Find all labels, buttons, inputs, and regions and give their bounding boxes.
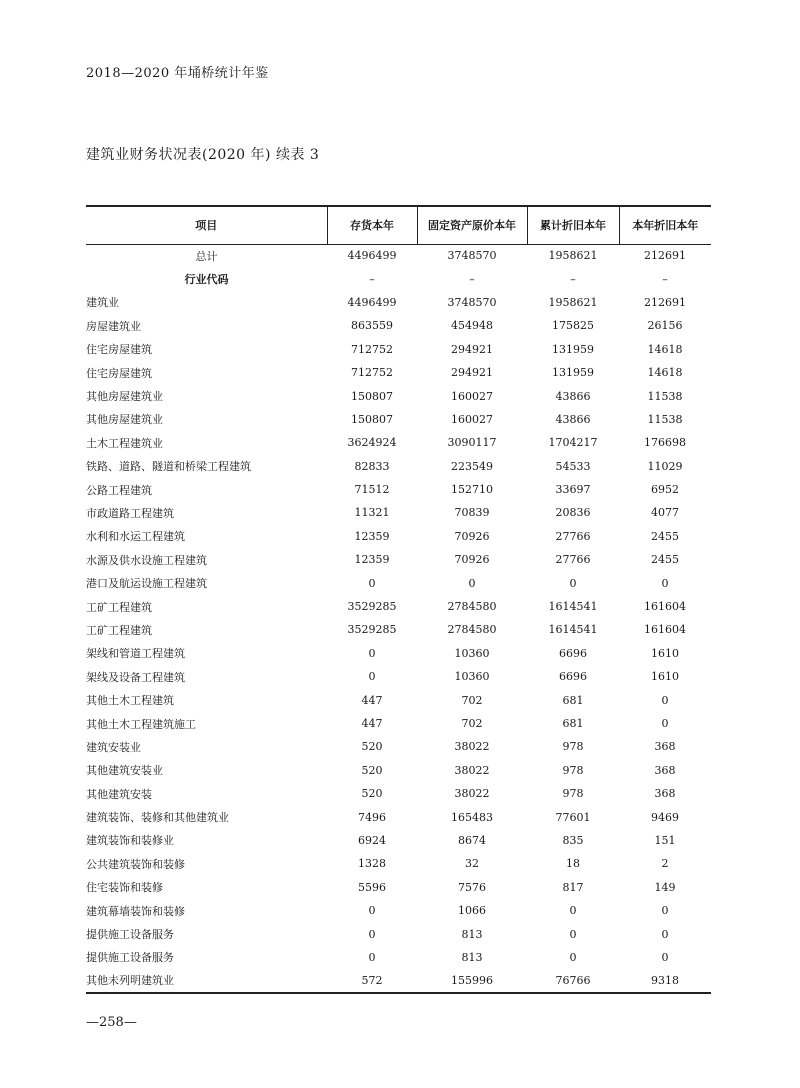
table-row xyxy=(86,712,711,735)
row-label: 港口及航运设施工程建筑 xyxy=(86,577,207,591)
table-row xyxy=(86,852,711,875)
cell-inventory: 1328 xyxy=(358,857,386,871)
cell-accumulated-depreciation: 0 xyxy=(569,904,577,918)
table-row xyxy=(86,946,711,969)
column-header-inventory: 存货本年 xyxy=(327,206,417,244)
table-row xyxy=(86,431,711,454)
cell-inventory: 11321 xyxy=(354,506,390,520)
cell-inventory: 12359 xyxy=(354,553,390,567)
cell-fixed-assets: 10360 xyxy=(454,670,490,684)
cell-annual-depreciation: 0 xyxy=(661,717,669,730)
row-label: 房屋建筑业 xyxy=(86,319,141,333)
cell-fixed-assets: 152710 xyxy=(451,483,493,497)
cell-accumulated-depreciation: 0 xyxy=(569,576,577,590)
cell-fixed-assets: 155996 xyxy=(417,969,527,992)
row-label: 其他建筑安装 xyxy=(86,787,152,801)
cell-annual-depreciation: 0 xyxy=(661,904,669,918)
table-row xyxy=(86,338,711,361)
cell-inventory: 0 xyxy=(368,927,376,941)
cell-accumulated-depreciation: 27766 xyxy=(555,529,591,543)
cell-annual-depreciation: – xyxy=(662,272,668,286)
cell-fixed-assets: 813 xyxy=(461,927,483,941)
row-label: 行业代码 xyxy=(184,273,229,287)
cell-inventory: 863559 xyxy=(351,319,393,333)
cell-fixed-assets: 2784580 xyxy=(447,623,497,637)
table-title: 建筑业财务状况表(2020 年) 续表 3 xyxy=(86,147,320,163)
cell-inventory: 0 xyxy=(368,670,376,684)
cell-accumulated-depreciation: 131959 xyxy=(552,366,594,380)
cell-inventory: 12359 xyxy=(354,529,390,543)
cell-fixed-assets: 38022 xyxy=(454,787,490,801)
table-row xyxy=(86,805,711,828)
cell-fixed-assets: 32 xyxy=(465,857,479,871)
cell-accumulated-depreciation: 175825 xyxy=(552,319,594,333)
cell-fixed-assets: – xyxy=(469,272,475,286)
cell-fixed-assets: 7576 xyxy=(458,880,486,894)
cell-accumulated-depreciation: 1614541 xyxy=(548,623,598,637)
cell-annual-depreciation: 161604 xyxy=(644,600,686,614)
table-row xyxy=(86,455,711,478)
cell-fixed-assets: 702 xyxy=(461,717,483,730)
table-row xyxy=(86,782,711,805)
cell-inventory: 7496 xyxy=(358,810,386,824)
cell-annual-depreciation: 212691 xyxy=(644,295,686,309)
table-header-row xyxy=(86,206,711,244)
cell-accumulated-depreciation: 1958621 xyxy=(548,295,598,309)
cell-inventory: 3624924 xyxy=(347,436,397,450)
cell-annual-depreciation: 14618 xyxy=(647,366,683,380)
cell-accumulated-depreciation: – xyxy=(570,272,576,286)
cell-accumulated-depreciation: 1958621 xyxy=(548,249,598,263)
cell-annual-depreciation: 0 xyxy=(661,927,669,941)
cell-annual-depreciation: 14618 xyxy=(647,342,683,356)
cell-annual-depreciation: 368 xyxy=(654,740,676,754)
row-label: 住宅房屋建筑 xyxy=(86,366,152,380)
row-label: 水利和水运工程建筑 xyxy=(86,530,185,544)
cell-accumulated-depreciation: 131959 xyxy=(552,342,594,356)
column-header-item: 项目 xyxy=(86,206,327,244)
cell-inventory: – xyxy=(369,272,375,286)
cell-annual-depreciation: 4077 xyxy=(651,506,679,520)
cell-inventory: 3529285 xyxy=(347,600,397,614)
table-row xyxy=(86,829,711,852)
table-row xyxy=(86,548,711,571)
cell-inventory: 572 xyxy=(327,969,417,992)
cell-annual-depreciation: 11029 xyxy=(647,459,683,473)
cell-inventory: 150807 xyxy=(351,412,393,426)
cell-inventory: 150807 xyxy=(351,389,393,403)
cell-annual-depreciation: 212691 xyxy=(644,249,686,263)
table-row xyxy=(86,361,711,384)
cell-fixed-assets: 294921 xyxy=(451,342,493,356)
row-label: 其他土木工程建筑 xyxy=(86,694,174,708)
row-label: 工矿工程建筑 xyxy=(86,623,152,637)
table-body xyxy=(86,244,711,993)
cell-accumulated-depreciation: 20836 xyxy=(555,506,591,520)
cell-accumulated-depreciation: 0 xyxy=(569,927,577,941)
table-row xyxy=(86,759,711,782)
row-label: 市政道路工程建筑 xyxy=(86,506,174,520)
cell-accumulated-depreciation: 681 xyxy=(562,717,584,730)
cell-inventory: 447 xyxy=(361,693,383,707)
table-row xyxy=(86,922,711,945)
cell-inventory: 520 xyxy=(361,763,383,777)
row-label: 其他建筑安装业 xyxy=(86,764,163,778)
cell-accumulated-depreciation: 0 xyxy=(569,950,577,964)
cell-fixed-assets: 813 xyxy=(461,950,483,964)
row-label: 土木工程建筑业 xyxy=(86,436,163,450)
row-label: 公共建筑装饰和装修 xyxy=(86,857,185,871)
cell-annual-depreciation: 368 xyxy=(654,763,676,777)
row-label: 建筑幕墙装饰和装修 xyxy=(86,904,185,918)
cell-inventory: 0 xyxy=(368,646,376,660)
cell-fixed-assets: 223549 xyxy=(451,459,493,473)
running-head: 2018—2020 年埇桥统计年鉴 xyxy=(86,66,269,81)
row-label: 公路工程建筑 xyxy=(86,483,152,497)
row-label: 总计 xyxy=(195,249,218,263)
cell-inventory: 0 xyxy=(368,950,376,964)
cell-accumulated-depreciation: 6696 xyxy=(559,646,587,660)
cell-fixed-assets: 70926 xyxy=(454,553,490,567)
table-row xyxy=(86,525,711,548)
cell-inventory: 520 xyxy=(361,787,383,801)
cell-accumulated-depreciation: 54533 xyxy=(555,459,591,473)
table-row xyxy=(86,876,711,899)
cell-inventory: 712752 xyxy=(351,342,393,356)
row-label: 建筑装饰、装修和其他建筑业 xyxy=(86,811,229,825)
cell-fixed-assets: 160027 xyxy=(451,412,493,426)
cell-annual-depreciation: 161604 xyxy=(644,623,686,637)
table-row xyxy=(86,291,711,314)
cell-annual-depreciation: 0 xyxy=(661,950,669,964)
table-row xyxy=(86,384,711,407)
cell-annual-depreciation: 0 xyxy=(661,693,669,707)
cell-accumulated-depreciation: 77601 xyxy=(555,810,591,824)
row-label: 其他未列明建筑业 xyxy=(86,969,327,992)
cell-inventory: 447 xyxy=(361,717,383,730)
cell-inventory: 3529285 xyxy=(347,623,397,637)
cell-accumulated-depreciation: 33697 xyxy=(555,483,591,497)
row-label: 建筑装饰和装修业 xyxy=(86,834,174,848)
cell-fixed-assets: 2784580 xyxy=(447,600,497,614)
table-row xyxy=(86,478,711,501)
cell-fixed-assets: 3748570 xyxy=(447,295,497,309)
cell-annual-depreciation: 6952 xyxy=(651,483,679,497)
table-row xyxy=(86,688,711,711)
cell-inventory: 6924 xyxy=(358,833,386,847)
cell-inventory: 0 xyxy=(368,904,376,918)
table-row xyxy=(86,642,711,665)
row-label: 架线和管道工程建筑 xyxy=(86,647,185,661)
cell-accumulated-depreciation: 43866 xyxy=(555,412,591,426)
cell-inventory: 5596 xyxy=(358,880,386,894)
statistics-table xyxy=(86,205,711,994)
cell-fixed-assets: 454948 xyxy=(451,319,493,333)
cell-fixed-assets: 294921 xyxy=(451,366,493,380)
row-label: 住宅装饰和装修 xyxy=(86,881,163,895)
cell-accumulated-depreciation: 978 xyxy=(562,740,584,754)
row-label: 其他土木工程建筑施工 xyxy=(86,717,196,731)
cell-annual-depreciation: 2455 xyxy=(651,553,679,567)
cell-fixed-assets: 3090117 xyxy=(447,436,497,450)
row-label: 架线及设备工程建筑 xyxy=(86,670,185,684)
cell-fixed-assets: 70926 xyxy=(454,529,490,543)
table-row xyxy=(86,735,711,758)
cell-accumulated-depreciation: 1704217 xyxy=(548,436,598,450)
page-number: —258— xyxy=(86,1015,137,1030)
cell-fixed-assets: 702 xyxy=(461,693,483,707)
cell-fixed-assets: 38022 xyxy=(454,763,490,777)
cell-annual-depreciation: 1610 xyxy=(651,646,679,660)
cell-annual-depreciation: 151 xyxy=(654,833,676,847)
row-label: 铁路、道路、隧道和桥梁工程建筑 xyxy=(86,460,251,474)
table-row xyxy=(86,618,711,641)
cell-fixed-assets: 1066 xyxy=(458,904,486,918)
cell-accumulated-depreciation: 835 xyxy=(562,833,584,847)
cell-fixed-assets: 10360 xyxy=(454,646,490,660)
table-row xyxy=(86,571,711,594)
cell-annual-depreciation: 9318 xyxy=(619,969,711,992)
cell-annual-depreciation: 2455 xyxy=(651,529,679,543)
row-label: 住宅房屋建筑 xyxy=(86,343,152,357)
cell-annual-depreciation: 11538 xyxy=(647,389,683,403)
cell-inventory: 4496499 xyxy=(347,295,397,309)
cell-annual-depreciation: 2 xyxy=(661,857,669,871)
table-row xyxy=(86,595,711,618)
cell-inventory: 0 xyxy=(368,576,376,590)
cell-inventory: 82833 xyxy=(354,459,390,473)
cell-annual-depreciation: 26156 xyxy=(647,319,683,333)
table-row xyxy=(86,408,711,431)
cell-annual-depreciation: 0 xyxy=(661,576,669,590)
row-label: 建筑安装业 xyxy=(86,740,141,754)
row-label: 提供施工设备服务 xyxy=(86,951,174,965)
cell-inventory: 520 xyxy=(361,740,383,754)
cell-accumulated-depreciation: 681 xyxy=(562,693,584,707)
cell-accumulated-depreciation: 27766 xyxy=(555,553,591,567)
table-row xyxy=(86,899,711,922)
table-row xyxy=(86,969,711,992)
cell-annual-depreciation: 11538 xyxy=(647,412,683,426)
row-label: 建筑业 xyxy=(86,296,119,310)
cell-fixed-assets: 38022 xyxy=(454,740,490,754)
row-label: 工矿工程建筑 xyxy=(86,600,152,614)
cell-annual-depreciation: 149 xyxy=(654,880,676,894)
column-header-accumulated-depreciation: 累计折旧本年 xyxy=(527,206,619,244)
table-row xyxy=(86,314,711,337)
cell-annual-depreciation: 1610 xyxy=(651,670,679,684)
cell-accumulated-depreciation: 43866 xyxy=(555,389,591,403)
cell-fixed-assets: 165483 xyxy=(451,810,493,824)
cell-fixed-assets: 8674 xyxy=(458,833,486,847)
cell-accumulated-depreciation: 76766 xyxy=(527,969,619,992)
table-row xyxy=(86,267,711,290)
cell-annual-depreciation: 9469 xyxy=(651,810,679,824)
cell-fixed-assets: 3748570 xyxy=(447,249,497,263)
cell-accumulated-depreciation: 18 xyxy=(566,857,580,871)
cell-inventory: 71512 xyxy=(354,483,390,497)
cell-annual-depreciation: 368 xyxy=(654,787,676,801)
cell-accumulated-depreciation: 978 xyxy=(562,763,584,777)
cell-accumulated-depreciation: 978 xyxy=(562,787,584,801)
cell-accumulated-depreciation: 1614541 xyxy=(548,600,598,614)
table-row xyxy=(86,244,711,267)
cell-accumulated-depreciation: 817 xyxy=(562,880,584,894)
cell-annual-depreciation: 176698 xyxy=(644,436,686,450)
column-header-fixed-assets: 固定资产原价本年 xyxy=(417,206,527,244)
row-label: 水源及供水设施工程建筑 xyxy=(86,553,207,567)
cell-inventory: 712752 xyxy=(351,366,393,380)
row-label: 提供施工设备服务 xyxy=(86,928,174,942)
table-row xyxy=(86,665,711,688)
row-label: 其他房屋建筑业 xyxy=(86,413,163,427)
table-row xyxy=(86,501,711,524)
cell-accumulated-depreciation: 6696 xyxy=(559,670,587,684)
column-header-annual-depreciation: 本年折旧本年 xyxy=(619,206,711,244)
cell-fixed-assets: 0 xyxy=(468,576,476,590)
row-label: 其他房屋建筑业 xyxy=(86,390,163,404)
cell-inventory: 4496499 xyxy=(347,249,397,263)
cell-fixed-assets: 160027 xyxy=(451,389,493,403)
cell-fixed-assets: 70839 xyxy=(454,506,490,520)
